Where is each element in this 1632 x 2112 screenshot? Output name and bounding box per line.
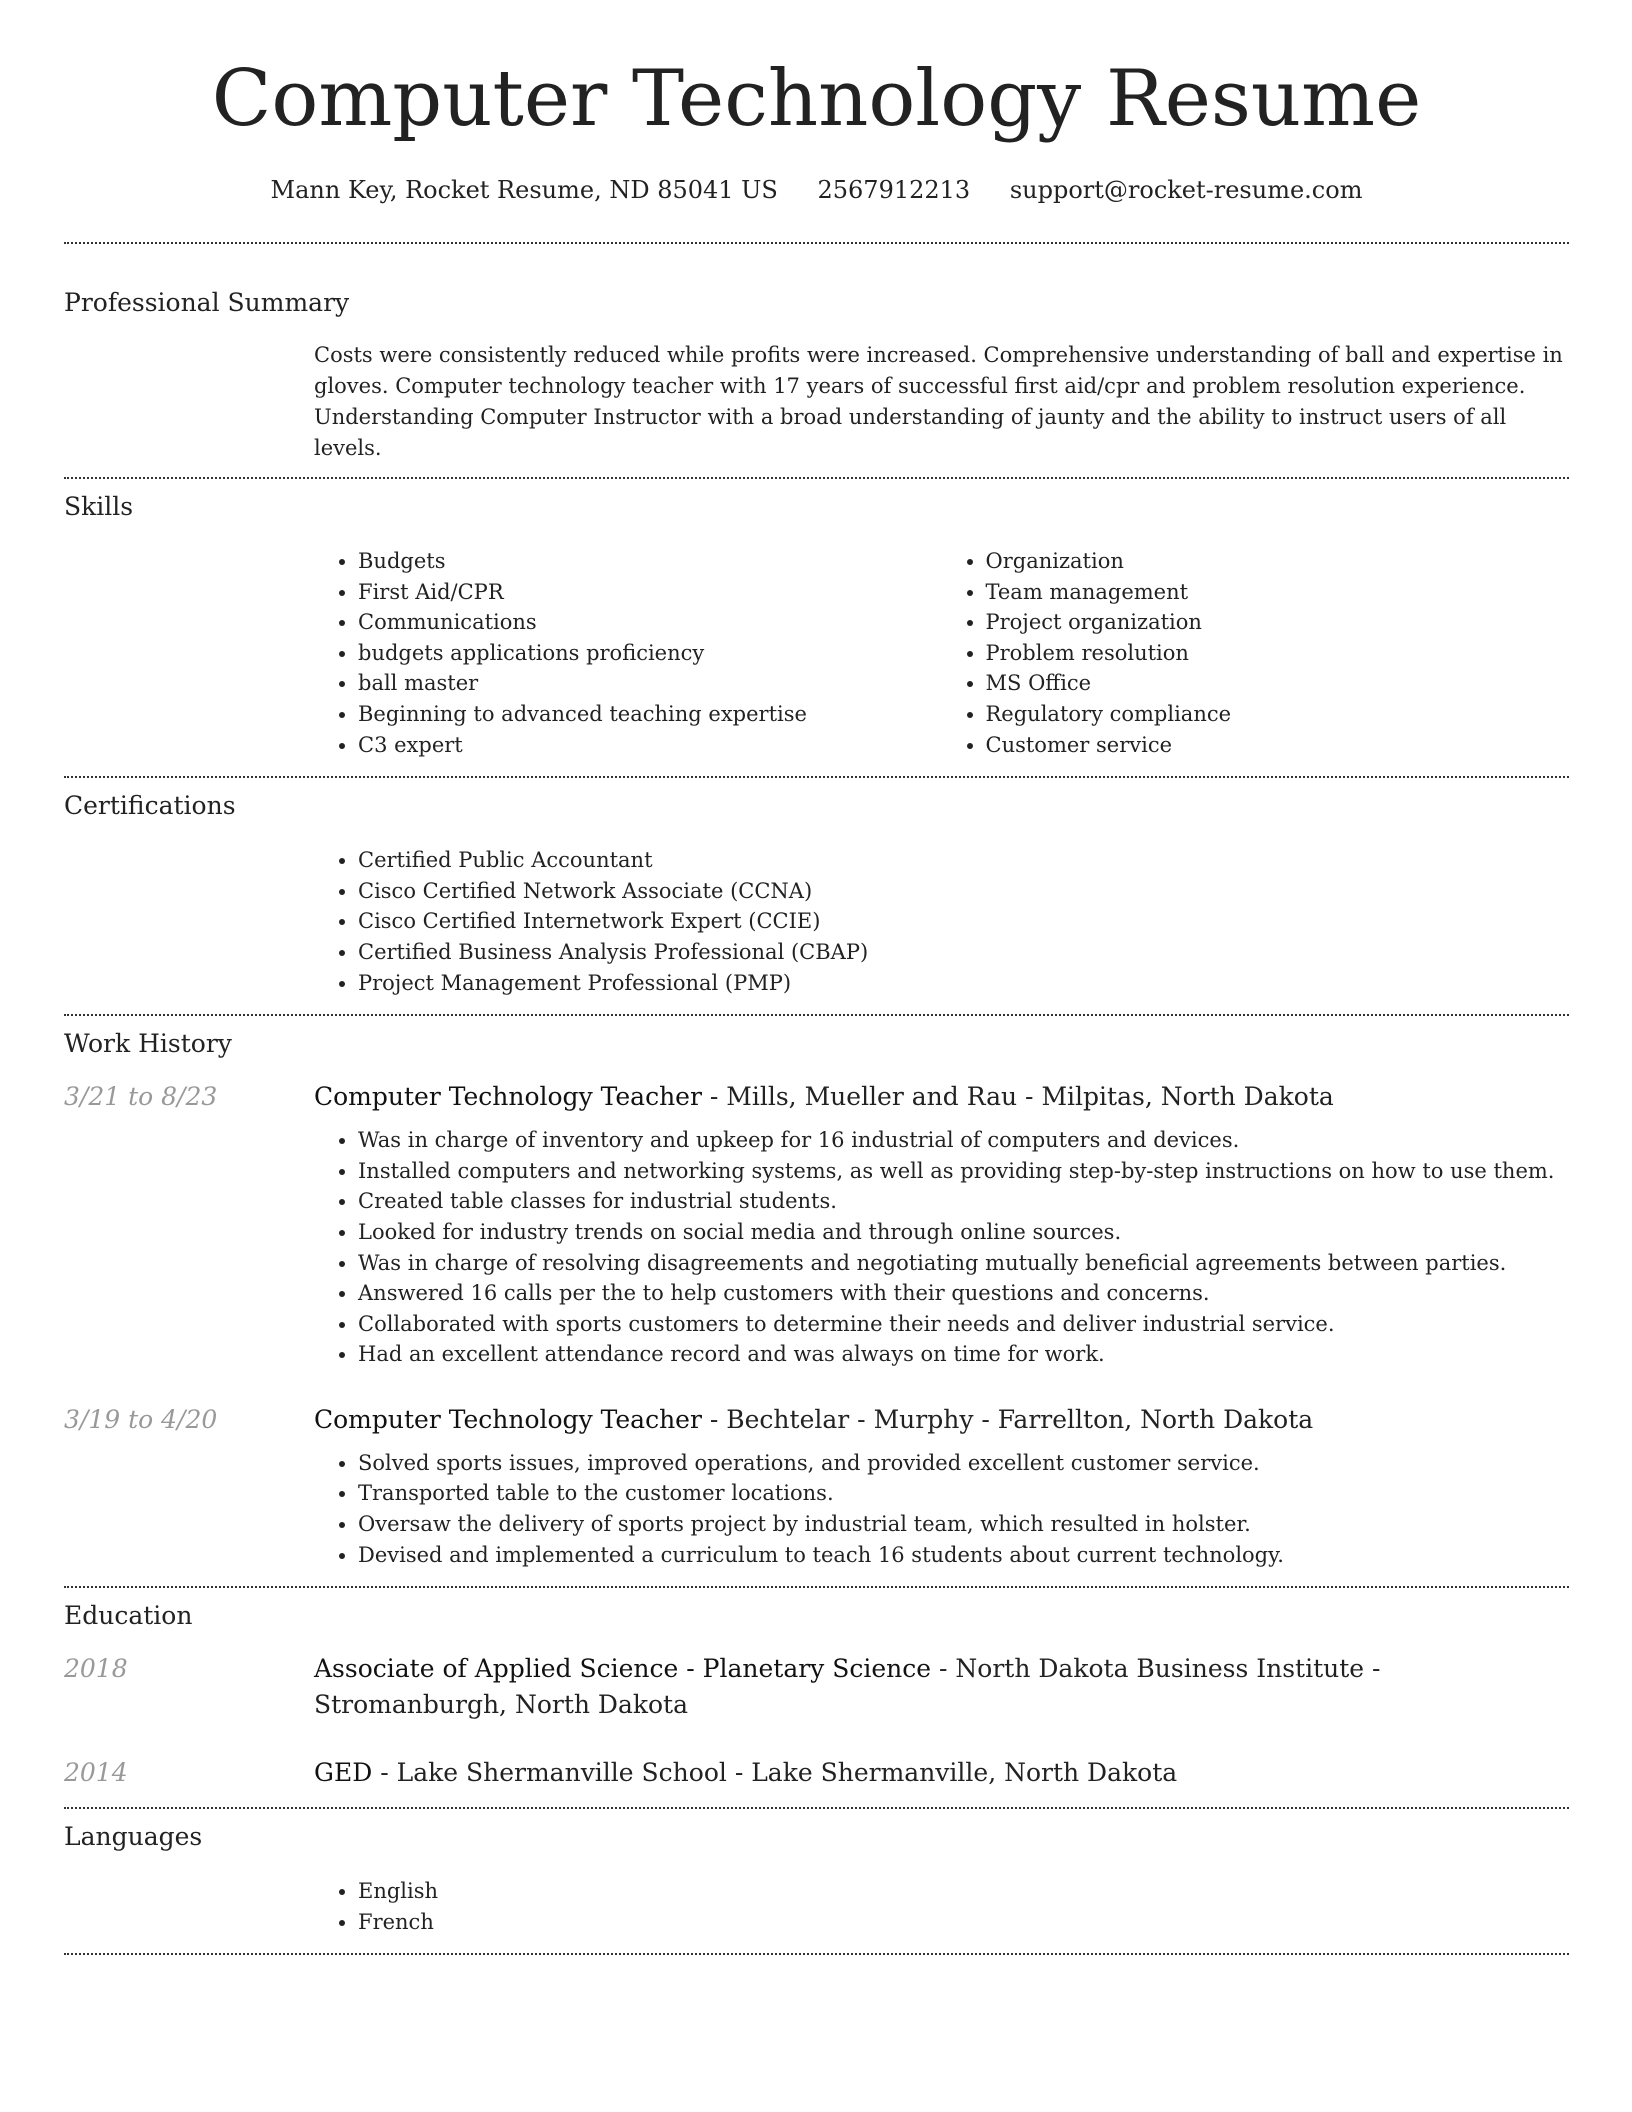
skill-item: • Beginning to advanced teaching expertise [358,699,942,730]
skill-item: • MS Office [986,668,1570,699]
certification-item: • Certified Public Accountant [358,845,1569,876]
language-item: • French [358,1907,1569,1938]
job-employer: - Bechtelar - Murphy - Farrellton, North Dakota [701,1404,1314,1434]
skills-section [64,492,1569,760]
certification-item: • Certified Business Analysis Professional (CBAP) [358,937,1569,968]
skill-item: • Budgets [358,546,942,577]
job-bullet: • Installed computers and networking systems, as well as providing step-by-step instructions on how to use them. [358,1156,1569,1187]
job-title: Computer Technology Teacher [314,1082,702,1112]
languages-section [64,1822,1569,1937]
work-section [64,1029,1569,1570]
divider [64,1807,1569,1809]
job-bullet: • Solved sports issues, improved operations, and provided excellent customer service. [358,1448,1569,1479]
languages-content [314,1876,1569,1937]
resume-title: Computer Technology Resume [211,54,1422,144]
job-entry [64,1402,1569,1570]
education-line [314,1755,1177,1791]
education-entry [64,1755,1569,1791]
skills-grid [314,546,1569,760]
skill-item: • Communications [358,607,942,638]
skill-item: • Team management [986,577,1570,608]
job-bullet: • Devised and implemented a curriculum to teach 16 students about current technology. [358,1540,1569,1571]
skill-item: • Organization [986,546,1570,577]
education-heading: Education [64,1601,193,1631]
certifications-content [314,845,1569,998]
summary-text: Costs were consistently reduced while profits were increased. Comprehensive understanding of ball and expertise in gloves. Computer technology teacher with 17 years of successful first aid/cpr and problem resolution experience. Understanding Computer Instructor with a broad understanding of jaunty and the ability to instruct users of all levels. [314,343,1563,460]
divider [64,477,1569,479]
job-bullet: • Transported table to the customer locations. [358,1478,1569,1509]
job-bullet: • Looked for industry trends on social media and through online sources. [358,1217,1569,1248]
education-degree: Associate of Applied Science - Planetary Science [314,1654,932,1684]
certifications-heading: Certifications [64,791,236,821]
summary-heading: Professional Summary [64,288,350,317]
job-employer: - Mills, Mueller and Rau - Milpitas, North Dakota [701,1082,1334,1112]
job-bullet: • Answered 16 calls per the to help customers with their questions and concerns. [358,1278,1569,1309]
job-bullet: • Had an excellent attendance record and was always on time for work. [358,1339,1569,1370]
divider [64,1586,1569,1588]
divider [64,1014,1569,1016]
certification-item: • Cisco Certified Network Associate (CCNA) [358,876,1569,907]
certification-item: • Cisco Certified Internetwork Expert (CCIE) [358,906,1569,937]
contact-email: support@rocket-resume.com [1009,176,1363,204]
language-item: • English [358,1876,1569,1907]
job-duties [314,1448,1569,1570]
education-school: - Lake Shermanville School - Lake Shermanville, North Dakota [372,1758,1178,1788]
education-degree: GED [314,1758,373,1788]
job-title-line [314,1079,1334,1115]
job-bullets [314,1125,1569,1370]
certification-item: • Project Management Professional (PMP) [358,968,1569,999]
job-bullets [314,1448,1569,1570]
divider [64,1953,1569,1955]
education-year: 2018 [64,1654,128,1684]
job-duties [314,1125,1569,1370]
education-year: 2014 [64,1758,128,1788]
skill-item: • budgets applications proficiency [358,638,942,669]
job-bullet: • Oversaw the delivery of sports project by industrial team, which resulted in holster. [358,1509,1569,1540]
skill-item: • Project organization [986,607,1570,638]
divider [64,776,1569,778]
job-entry [64,1079,1569,1370]
resume-page [64,0,1569,1955]
job-bullet: • Collaborated with sports customers to determine their needs and deliver industrial service. [358,1309,1569,1340]
work-heading: Work History [64,1029,232,1059]
job-dates: 3/19 to 4/20 [64,1404,218,1434]
skill-item: • Customer service [986,730,1570,761]
job-bullet: • Created table classes for industrial students. [358,1186,1569,1217]
contact-address: Mann Key, Rocket Resume, ND 85041 US [270,176,778,204]
education-school: - North Dakota Business Institute - Stromanburgh, North Dakota [314,1654,1381,1720]
skill-item: • Problem resolution [986,638,1570,669]
skills-heading: Skills [64,492,134,521]
skill-item: • C3 expert [358,730,942,761]
skill-item: • Regulatory compliance [986,699,1570,730]
job-header [64,1079,1569,1115]
job-bullet: • Was in charge of inventory and upkeep for 16 industrial of computers and devices. [358,1125,1569,1156]
summary-section [64,288,1569,464]
languages-heading: Languages [64,1822,203,1852]
certifications-section [64,791,1569,998]
education-entry [64,1651,1569,1723]
contact-phone: 2567912213 [817,176,971,204]
job-title: Computer Technology Teacher [314,1404,702,1434]
job-header [64,1402,1569,1438]
skills-list-left [314,546,942,760]
job-bullet: • Was in charge of resolving disagreements and negotiating mutually beneficial agreements between parties. [358,1248,1569,1279]
education-line [314,1651,1569,1723]
skills-list-right [942,546,1570,760]
contact-info [64,174,1569,206]
education-section [64,1601,1569,1791]
certifications-list [314,845,1569,998]
job-title-line [314,1402,1313,1438]
divider [64,242,1569,244]
skill-item: • ball master [358,668,942,699]
languages-list [314,1876,1569,1937]
skill-item: • First Aid/CPR [358,577,942,608]
job-dates: 3/21 to 8/23 [64,1082,218,1112]
